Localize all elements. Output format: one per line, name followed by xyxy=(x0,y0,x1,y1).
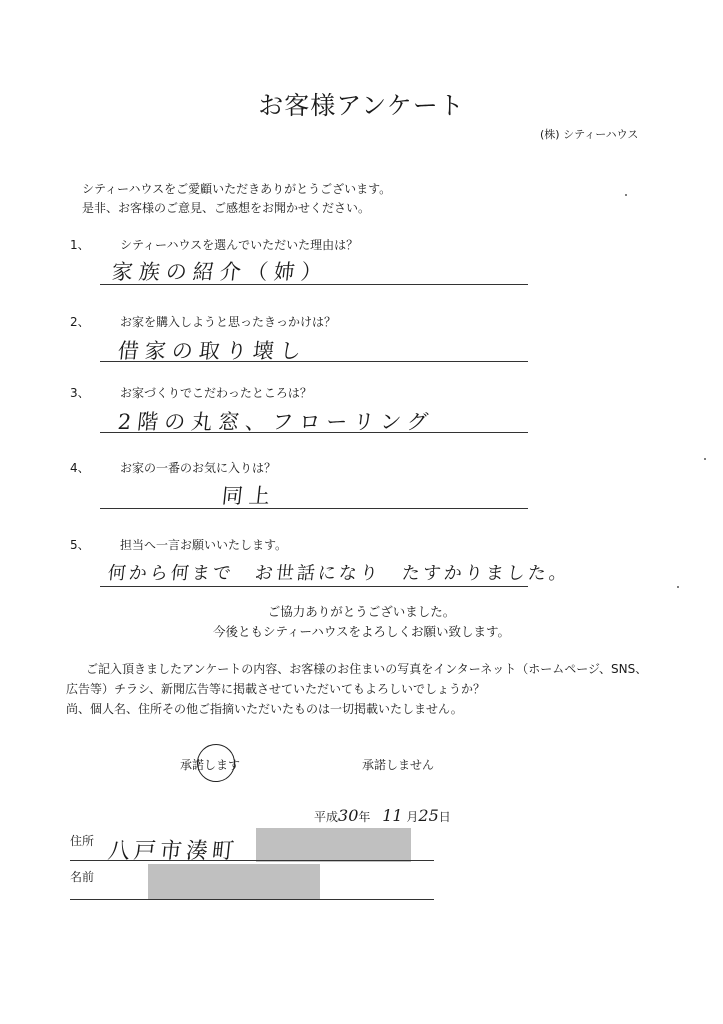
date-month: 11 xyxy=(382,806,403,825)
scan-speck xyxy=(625,194,627,196)
intro-line: シティーハウスをご愛顧いただきありがとうございます。 xyxy=(82,182,392,196)
address-label: 住所 xyxy=(70,834,95,848)
selection-circle-mark xyxy=(194,741,238,785)
notice-line: 広告等）チラシ、新聞広告等に掲載させていただいてもよろしいでしょうか？ xyxy=(66,682,486,696)
answer-line xyxy=(100,508,528,509)
page-title: お客様アンケート xyxy=(258,91,465,120)
question-text: シティーハウスを選んでいただいた理由は？ xyxy=(120,238,359,252)
consent-disagree-option[interactable]: 承諾しません xyxy=(362,758,435,772)
question-text: お家づくりでこだわったところは？ xyxy=(120,386,312,400)
handwritten-answer: 何から何まで お世話になり たすかりました。 xyxy=(106,563,571,584)
date-era: 平成 xyxy=(314,810,339,824)
date-day: 25 xyxy=(418,806,439,825)
notice-line: ご記入頂きましたアンケートの内容、お客様のお住まいの写真をインターネット（ホームページ、SNS、 xyxy=(86,662,648,676)
answer-line xyxy=(100,432,528,433)
name-label: 名前 xyxy=(70,870,95,884)
question-number: 2、 xyxy=(70,315,90,329)
address-line xyxy=(70,860,434,861)
publication-notice xyxy=(66,659,647,719)
consent-agree-option[interactable]: 承諾します xyxy=(180,758,241,772)
question-number: 1、 xyxy=(70,238,90,252)
thanks-line: ご協力ありがとうございました。 xyxy=(267,604,456,619)
handwritten-answer: 同上 xyxy=(220,484,278,508)
date-year-unit: 年 xyxy=(358,810,371,824)
survey-date xyxy=(314,806,451,825)
question-text: お家の一番のお気に入りは？ xyxy=(120,461,277,475)
answer-line xyxy=(100,284,528,285)
answer-line xyxy=(100,586,528,587)
name-line xyxy=(70,899,434,900)
handwritten-answer: 家族の紹介（姉） xyxy=(110,260,330,284)
intro-line: 是非、お客様のご意見、ご感想をお聞かせください。 xyxy=(82,201,371,215)
question-text: 担当へ一言お願いいたします。 xyxy=(120,538,288,552)
scan-speck xyxy=(704,458,706,460)
address-value: 八戸市湊町 xyxy=(106,839,240,864)
thanks-message xyxy=(0,602,723,642)
question-text: お家を購入しようと思ったきっかけは？ xyxy=(120,315,337,329)
thanks-line: 今後ともシティーハウスをよろしくお願い致します。 xyxy=(212,624,510,639)
answer-line xyxy=(100,361,528,362)
notice-line: 尚、個人名、住所その他ご指摘いただいたものは一切掲載いたしません。 xyxy=(66,702,463,716)
scan-speck xyxy=(677,586,679,588)
handwritten-answer: 借家の取り壊し xyxy=(116,339,309,363)
handwritten-answer: 2階の丸窓、フローリング xyxy=(116,410,436,434)
date-month-unit: 月 xyxy=(406,810,419,824)
question-number: 3、 xyxy=(70,386,90,400)
question-number: 5、 xyxy=(70,538,90,552)
question-number: 4、 xyxy=(70,461,90,475)
company-name: (株) シティーハウス xyxy=(540,128,639,141)
date-day-unit: 日 xyxy=(438,810,451,824)
intro-text xyxy=(82,180,391,218)
redacted-name xyxy=(148,864,320,900)
redacted-address xyxy=(256,828,411,862)
date-year: 30 xyxy=(338,806,359,825)
